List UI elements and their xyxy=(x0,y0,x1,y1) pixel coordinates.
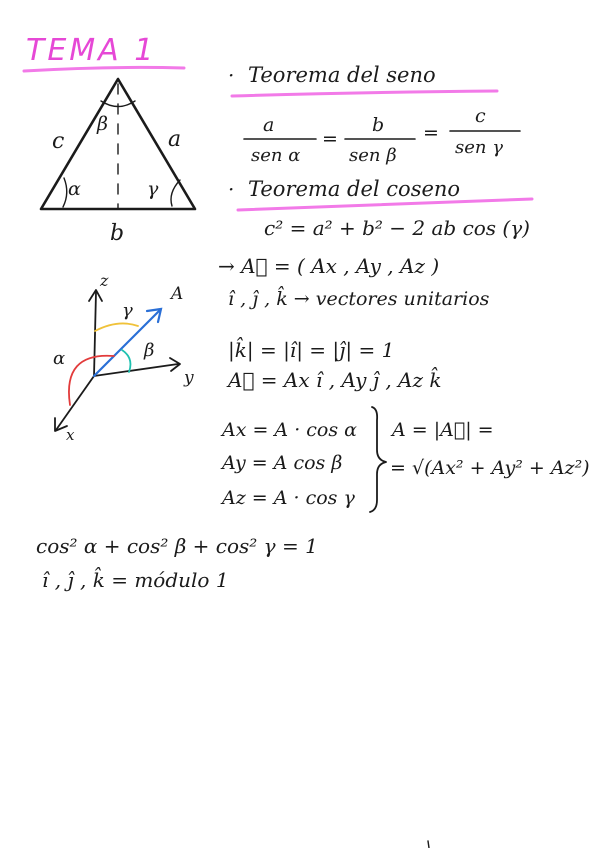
angle-arc-left xyxy=(63,178,67,207)
law-of-sines-formula xyxy=(244,105,520,166)
law-of-cosines-heading: Teorema del coseno xyxy=(248,177,461,201)
diagram-angle-beta: β xyxy=(144,340,155,361)
law-of-sines-heading: Teorema del seno xyxy=(248,63,436,87)
vector-diagram xyxy=(53,271,194,444)
sines-den-c: sen γ xyxy=(455,137,503,158)
law-of-sines-underline xyxy=(232,91,497,96)
sines-eq-2: = xyxy=(423,122,439,144)
sines-den-a: sen α xyxy=(251,145,301,166)
law-of-sines-bullet: · xyxy=(228,63,235,87)
triangle-figure xyxy=(41,79,195,246)
triangle-angle-gamma: γ xyxy=(147,178,159,200)
magnitude-line-1: A = |A⃗| = xyxy=(392,419,494,441)
axis-y-label: y xyxy=(184,368,194,388)
axis-x-label: x xyxy=(66,426,75,444)
component-az: Az = A · cos γ xyxy=(222,487,355,509)
triangle-angle-beta: β xyxy=(97,113,108,135)
component-ax: Ax = A · cos α xyxy=(222,419,357,441)
angle-arc-gamma xyxy=(95,323,138,331)
vector-line-2: î , ĵ , k̂ → vectores unitarios xyxy=(228,288,490,310)
vector-line-4: A⃗ = Ax î , Ay ĵ , Az k̂ xyxy=(228,368,442,392)
law-of-cosines-bullet: · xyxy=(228,177,235,201)
triangle-side-b: b xyxy=(110,221,125,246)
angle-arc-beta xyxy=(122,350,130,372)
sines-num-c: c xyxy=(475,105,486,127)
sines-num-a: a xyxy=(263,114,275,136)
component-ay: Ay = A cos β xyxy=(222,452,343,474)
axis-z-line xyxy=(94,292,96,376)
identity-line-1: cos² α + cos² β + cos² γ = 1 xyxy=(36,534,318,558)
axis-z-label: z xyxy=(100,271,109,290)
components-brace xyxy=(370,407,386,512)
triangle-side-a: a xyxy=(168,127,182,152)
vector-a-label: A xyxy=(171,284,184,304)
triangle-side-c: c xyxy=(52,129,65,154)
sines-den-b: sen β xyxy=(349,145,397,166)
vector-line-3: |k̂| = |î| = |ĵ| = 1 xyxy=(228,338,395,362)
vector-line-1: → A⃗ = ( Ax , Ay , Az ) xyxy=(218,254,440,278)
bottom-mark xyxy=(428,841,429,848)
sines-num-b: b xyxy=(372,114,385,136)
page-title: TEMA 1 xyxy=(26,33,157,68)
sines-eq-1: = xyxy=(322,128,338,150)
axis-x-line xyxy=(56,376,94,430)
diagram-angle-alpha: α xyxy=(53,348,66,369)
law-of-cosines-formula: c² = a² + b² − 2 ab cos (γ) xyxy=(264,216,530,240)
axis-y-line xyxy=(94,364,178,376)
diagram-angle-gamma: γ xyxy=(122,300,133,321)
triangle-angle-alpha: α xyxy=(68,178,81,200)
magnitude-line-2: = √(Ax² + Ay² + Az²) xyxy=(390,457,590,479)
identity-line-2: î , ĵ , k̂ = módulo 1 xyxy=(42,568,229,592)
